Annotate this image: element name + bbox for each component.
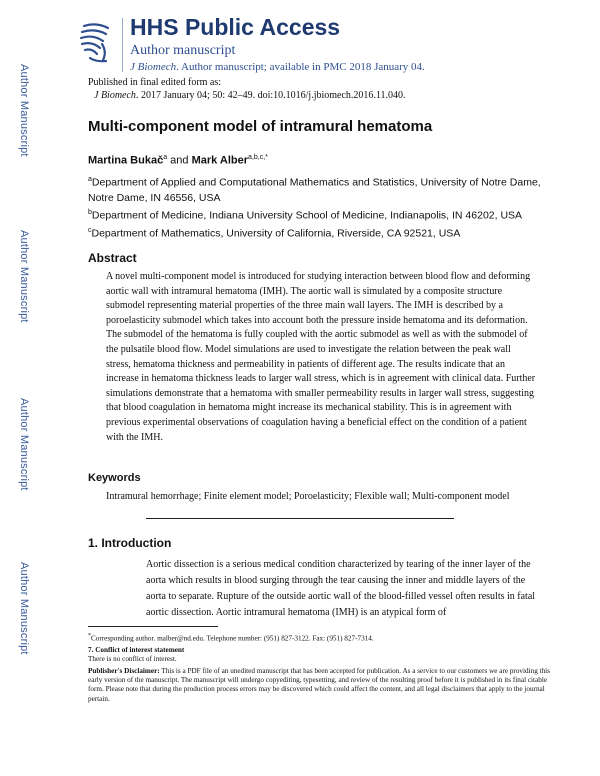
journal-name: J Biomech [130, 61, 177, 73]
published-in-label: Published in final edited form as: [88, 77, 222, 88]
affiliation-sup: b [88, 209, 92, 216]
footnotes [88, 632, 558, 706]
abstract-heading: Abstract [88, 251, 137, 265]
author-affil-sup: a,b,c,* [248, 154, 268, 161]
hhs-title: HHS Public Access [130, 14, 341, 40]
hhs-header [76, 12, 546, 74]
citation-text: . 2017 January 04; 50: 42–49. doi:10.1016/j.jbiomech.2016.11.040. [135, 90, 406, 101]
publisher-disclaimer [88, 667, 558, 705]
corresponding-mark: * [88, 633, 91, 639]
header-divider [122, 18, 123, 72]
sidebar-author-manuscript-label: Author Manuscript [18, 562, 30, 655]
keywords-text: Intramural hemorrhage; Finite element model; Poroelasticity; Flexible wall; Multi-component model [106, 491, 510, 502]
affiliation-item [88, 172, 568, 206]
conflict-text: There is no conflict of interest. [88, 655, 177, 664]
affiliation-item [88, 205, 568, 224]
sidebar-author-manuscript-label: Author Manuscript [18, 398, 30, 491]
author-name: Mark Alber [191, 154, 249, 167]
author-name: Martina Bukač [88, 154, 164, 167]
footnote-divider [88, 626, 218, 627]
sidebar-author-manuscript-label: Author Manuscript [18, 230, 30, 323]
abstract-text: A novel multi-component model is introduced for studying interaction between blood flow and deforming aortic wall with intramural hematoma (IMH). The aortic wall is simulated by a composite structure submodel representing material properties of the three main wall layers. The IMH is described by a poroelasticity submodel which takes into account both the pressure inside hematoma and its deformation. The submodel of the hematoma is fully coupled with the aortic submodel as well as with the submodel of the pulsatile blood flow. Model simulations are used to investigate the relation between the peak wall stress, hematoma thickness and permeability in patients of different age. The results indicate that an increase in hematoma thickness leads to larger wall stress, which is in agreement with clinical data. Further simulations demonstrate that a hematoma with smaller permeability results in larger wall stress, suggesting that blood coagulation in hematoma might increase its mechanical stability. This is in agreement with previous experimental observations of coagulation having a beneficial effect on the condition of a patient with the IMH. [106, 271, 536, 443]
section-divider [146, 518, 454, 519]
disclaimer-label: Publisher's Disclaimer: [88, 666, 160, 675]
citation-journal: J Biomech [94, 90, 136, 101]
article-title: Multi-component model of intramural hematoma [88, 118, 433, 135]
affiliation-text: Department of Medicine, Indiana University School of Medicine, Indianapolis, IN 46202, USA [91, 209, 523, 222]
keywords-heading: Keywords [88, 472, 141, 484]
corresponding-author-note [88, 632, 558, 644]
author-conjunction: and [170, 154, 189, 167]
publication-note [88, 76, 406, 102]
introduction-heading: 1. Introduction [88, 536, 172, 550]
availability-line [130, 61, 425, 73]
hhs-eagle-logo-icon [76, 14, 116, 66]
conflict-heading: 7. Conflict of interest statement [88, 645, 185, 654]
affiliation-sup: a [88, 176, 92, 183]
author-affil-sup: a [163, 154, 168, 161]
affiliation-text: Department of Mathematics, University of California, Riverside, CA 92521, USA [91, 227, 461, 240]
affiliation-sup: c [88, 227, 92, 234]
availability-text: . Author manuscript; available in PMC 2018 January 04. [176, 61, 425, 73]
sidebar-author-manuscript-label: Author Manuscript [18, 64, 30, 157]
disclaimer-text: This is a PDF file of an unedited manuscript that has been accepted for publication. As a service to our customers we are providing this early version of the manuscript. The manuscript will undergo copyediting, typesetting, and review of the resulting proof before it is published in its final citable form. Please note that during the production process errors may be discovered which could affect the content, and all legal disclaimers that apply to the journal pertain. [88, 666, 550, 703]
citation-line [88, 89, 406, 102]
author-list [88, 154, 268, 167]
corresponding-author-text: Corresponding author. malber@nd.edu. Telephone number: (951) 827-3122. Fax: (951) 827-7314. [91, 634, 374, 643]
affiliation-text: Department of Applied and Computational Mathematics and Statistics, University of Notre Dame, Notre Dame, IN 46556, USA [88, 176, 541, 204]
affiliation-item [88, 223, 568, 242]
introduction-text: Aortic dissection is a serious medical condition characterized by tearing of the inner layer of the aorta which results in blood surging through the tear causing the inner and middle layers of the aorta to separate. Rupture of the outside aortic wall of the blood-filled vessel often results in fatal aortic dissection. Aortic intramural hematoma (IMH) is an atypical form of [146, 559, 536, 618]
hhs-subtitle: Author manuscript [130, 43, 236, 58]
